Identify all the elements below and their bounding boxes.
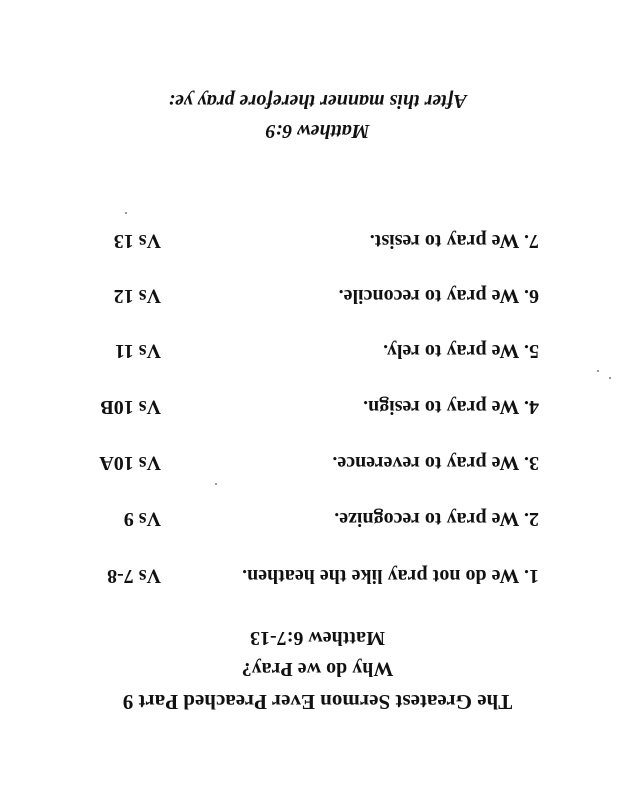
point-text: 4. We pray to resign. bbox=[363, 396, 539, 418]
outline-point-1 bbox=[0, 563, 635, 587]
scan-speck bbox=[215, 483, 217, 485]
footer-scripture-reference: Matthew 6:9 bbox=[265, 120, 370, 142]
point-verse: Vs 10B bbox=[100, 396, 161, 418]
point-verse: Vs 12 bbox=[113, 285, 161, 307]
point-verse: Vs 9 bbox=[123, 508, 161, 530]
outline-point-3 bbox=[0, 450, 635, 474]
scripture-reference: Matthew 6:7-13 bbox=[250, 627, 385, 649]
scan-speck bbox=[125, 212, 127, 214]
outline-point-5 bbox=[0, 338, 635, 362]
point-text: 7. We pray to resist. bbox=[369, 230, 539, 252]
outline-point-2 bbox=[0, 506, 635, 530]
point-verse: Vs 11 bbox=[114, 340, 161, 362]
point-verse: Vs 10A bbox=[99, 452, 161, 474]
outline-point-6 bbox=[0, 283, 635, 307]
scan-speck bbox=[597, 370, 599, 372]
point-text: 3. We pray to reverence. bbox=[332, 452, 539, 474]
sermon-subtitle: Why do we Pray? bbox=[241, 658, 394, 680]
point-text: 6. We pray to reconcile. bbox=[338, 285, 539, 307]
outline-point-7 bbox=[0, 228, 635, 252]
point-verse: Vs 7-8 bbox=[107, 565, 161, 587]
point-text: 5. We pray to rely. bbox=[383, 340, 539, 362]
sermon-title: The Greatest Sermon Ever Preached Part 9 bbox=[122, 690, 513, 714]
footer-scripture-quote: After this manner therefore pray ye: bbox=[168, 90, 467, 112]
scan-speck bbox=[609, 377, 611, 379]
point-verse: Vs 13 bbox=[113, 230, 161, 252]
point-text: 2. We pray to recognize. bbox=[334, 508, 539, 530]
outline-point-4 bbox=[0, 394, 635, 418]
point-text: 1. We do not pray like the heathen. bbox=[242, 565, 539, 587]
